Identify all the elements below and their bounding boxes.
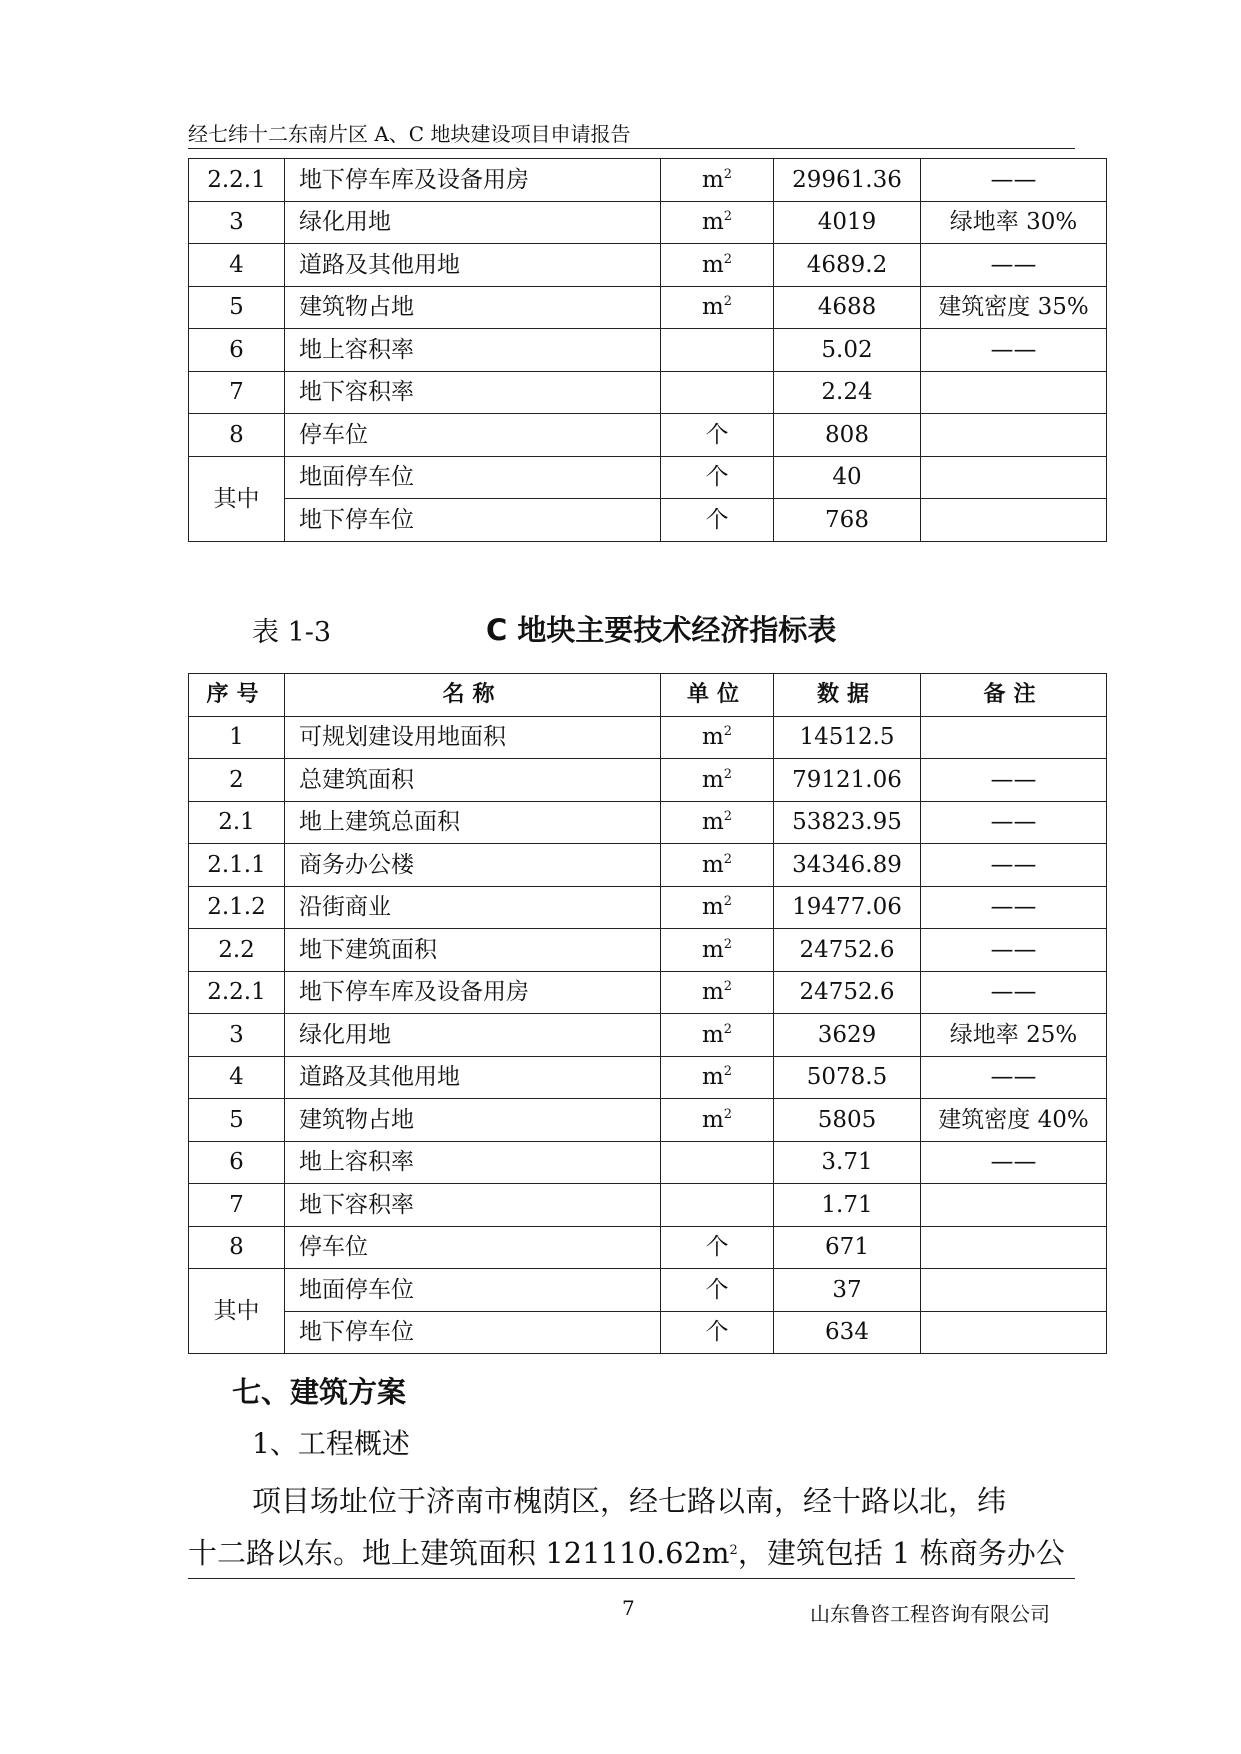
cell-note: —— (921, 886, 1107, 929)
cell-unit: 个 (661, 414, 774, 457)
cell-note: —— (921, 159, 1107, 202)
cell-group-label: 其中 (189, 456, 285, 541)
cell-unit: 个 (661, 499, 774, 542)
section-title: 七、建筑方案 (232, 1375, 407, 1409)
cell-note: 绿地率 30% (921, 201, 1107, 244)
cell-unit: $m^2$ (661, 971, 774, 1014)
cell-note: —— (921, 759, 1107, 802)
cell-value: 671 (774, 1226, 921, 1269)
table-row (189, 244, 1107, 287)
cell-unit: $m^2$ (661, 1099, 774, 1142)
cell-name: 商务办公楼 (285, 844, 661, 887)
cell-note: —— (921, 844, 1107, 887)
cell-value: 19477.06 (774, 886, 921, 929)
table-a-continuation (188, 158, 1107, 542)
cell-no: 2.1.1 (189, 844, 285, 887)
cell-no: 5 (189, 1099, 285, 1142)
cell-note: —— (921, 929, 1107, 972)
cell-no: 8 (189, 414, 285, 457)
cell-value: 37 (774, 1269, 921, 1312)
table-number: 表 1-3 (252, 617, 332, 648)
cell-no: 3 (189, 201, 285, 244)
cell-unit: $m^2$ (661, 201, 774, 244)
cell-note: 建筑密度 40% (921, 1099, 1107, 1142)
table-row (189, 1141, 1107, 1184)
cell-note (921, 1269, 1107, 1312)
cell-value: 5078.5 (774, 1056, 921, 1099)
column-header: 单位 (661, 674, 774, 717)
table-row (189, 329, 1107, 372)
cell-no: 2.2.1 (189, 159, 285, 202)
cell-no: 3 (189, 1014, 285, 1057)
cell-value: 4019 (774, 201, 921, 244)
table-row (189, 1269, 1107, 1312)
cell-unit: $m^2$ (661, 716, 774, 759)
cell-name: 总建筑面积 (285, 759, 661, 802)
table-row (189, 201, 1107, 244)
cell-name: 地下建筑面积 (285, 929, 661, 972)
table-row (189, 159, 1107, 202)
cell-no: 4 (189, 244, 285, 287)
cell-unit (661, 1141, 774, 1184)
cell-note: —— (921, 971, 1107, 1014)
column-header: 名称 (285, 674, 661, 717)
cell-value: 2.24 (774, 371, 921, 414)
cell-note: —— (921, 329, 1107, 372)
table-row (189, 971, 1107, 1014)
cell-unit: $m^2$ (661, 801, 774, 844)
cell-name: 地面停车位 (285, 1269, 661, 1312)
cell-no: 1 (189, 716, 285, 759)
cell-note (921, 371, 1107, 414)
cell-no: 7 (189, 1184, 285, 1227)
cell-name: 地上容积率 (285, 329, 661, 372)
subsection-title: 1、工程概述 (252, 1427, 410, 1460)
cell-unit: 个 (661, 456, 774, 499)
cell-name: 地上容积率 (285, 1141, 661, 1184)
cell-unit (661, 1184, 774, 1227)
cell-value: 53823.95 (774, 801, 921, 844)
table-row (189, 1014, 1107, 1057)
table-row (189, 286, 1107, 329)
page-number: 7 (622, 1596, 635, 1620)
cell-name: 可规划建设用地面积 (285, 716, 661, 759)
cell-unit: $m^2$ (661, 159, 774, 202)
cell-name: 地下停车库及设备用房 (285, 159, 661, 202)
cell-unit: $m^2$ (661, 844, 774, 887)
cell-value: 24752.6 (774, 929, 921, 972)
cell-no: 2.1.2 (189, 886, 285, 929)
cell-name: 停车位 (285, 1226, 661, 1269)
cell-unit: $m^2$ (661, 929, 774, 972)
cell-value: 3.71 (774, 1141, 921, 1184)
cell-name: 地下停车位 (285, 499, 661, 542)
table-row (189, 844, 1107, 887)
paragraph-line: 项目场址位于济南市槐荫区，经七路以南，经十路以北，纬 (252, 1484, 1007, 1518)
cell-note (921, 456, 1107, 499)
cell-group-label: 其中 (189, 1269, 285, 1354)
cell-name: 地面停车位 (285, 456, 661, 499)
table-row (189, 1184, 1107, 1227)
cell-note (921, 499, 1107, 542)
cell-unit: 个 (661, 1269, 774, 1312)
running-header: 经七纬十二东南片区 A、C 地块建设项目申请报告 (188, 122, 631, 146)
column-header: 数据 (774, 674, 921, 717)
cell-note: —— (921, 1056, 1107, 1099)
cell-value: 808 (774, 414, 921, 457)
cell-name: 建筑物占地 (285, 1099, 661, 1142)
cell-name: 停车位 (285, 414, 661, 457)
cell-value: 768 (774, 499, 921, 542)
cell-note (921, 1311, 1107, 1354)
cell-note: 建筑密度 35% (921, 286, 1107, 329)
cell-unit: $m^2$ (661, 1056, 774, 1099)
table-title: C 地块主要技术经济指标表 (486, 613, 837, 647)
cell-no: 6 (189, 1141, 285, 1184)
cell-no: 2.1 (189, 801, 285, 844)
cell-name: 地上建筑总面积 (285, 801, 661, 844)
cell-value: 5.02 (774, 329, 921, 372)
cell-note: —— (921, 1141, 1107, 1184)
cell-no: 2.2 (189, 929, 285, 972)
cell-no: 6 (189, 329, 285, 372)
table-row (189, 1311, 1107, 1354)
table-row (189, 716, 1107, 759)
cell-value: 79121.06 (774, 759, 921, 802)
cell-value: 40 (774, 456, 921, 499)
column-header: 序号 (189, 674, 285, 717)
cell-no: 5 (189, 286, 285, 329)
cell-value: 24752.6 (774, 971, 921, 1014)
cell-unit (661, 329, 774, 372)
table-row (189, 886, 1107, 929)
cell-value: 634 (774, 1311, 921, 1354)
cell-note (921, 1184, 1107, 1227)
cell-unit: $m^2$ (661, 886, 774, 929)
cell-no: 7 (189, 371, 285, 414)
table-c (188, 673, 1107, 1354)
paragraph-line: 十二路以东。地上建筑面积 $121110.62m^2$，建筑包括 1 栋商务办公 (188, 1536, 1065, 1570)
column-header: 备注 (921, 674, 1107, 717)
cell-value: 34346.89 (774, 844, 921, 887)
table-row (189, 499, 1107, 542)
cell-name: 道路及其他用地 (285, 1056, 661, 1099)
cell-value: 4689.2 (774, 244, 921, 287)
table-row (189, 371, 1107, 414)
footer-rule (188, 1578, 1075, 1579)
cell-note (921, 716, 1107, 759)
cell-note (921, 1226, 1107, 1269)
table-row (189, 801, 1107, 844)
cell-name: 地下停车位 (285, 1311, 661, 1354)
cell-note: —— (921, 244, 1107, 287)
table-row (189, 1056, 1107, 1099)
cell-value: 5805 (774, 1099, 921, 1142)
cell-value: 3629 (774, 1014, 921, 1057)
cell-name: 地下容积率 (285, 1184, 661, 1227)
company-name: 山东鲁咨工程咨询有限公司 (810, 1602, 1050, 1626)
table-header-row (189, 674, 1107, 717)
cell-value: 29961.36 (774, 159, 921, 202)
cell-unit: $m^2$ (661, 286, 774, 329)
cell-name: 绿化用地 (285, 201, 661, 244)
cell-value: 1.71 (774, 1184, 921, 1227)
cell-unit: $m^2$ (661, 244, 774, 287)
cell-unit: $m^2$ (661, 759, 774, 802)
cell-note: 绿地率 25% (921, 1014, 1107, 1057)
cell-note (921, 414, 1107, 457)
cell-name: 道路及其他用地 (285, 244, 661, 287)
cell-name: 沿街商业 (285, 886, 661, 929)
cell-unit: $m^2$ (661, 1014, 774, 1057)
cell-name: 建筑物占地 (285, 286, 661, 329)
cell-no: 2.2.1 (189, 971, 285, 1014)
table-row (189, 1226, 1107, 1269)
cell-value: 4688 (774, 286, 921, 329)
table-row (189, 929, 1107, 972)
header-rule (188, 148, 1075, 149)
table-row (189, 414, 1107, 457)
cell-name: 地下停车库及设备用房 (285, 971, 661, 1014)
cell-no: 2 (189, 759, 285, 802)
cell-no: 8 (189, 1226, 285, 1269)
table-row (189, 456, 1107, 499)
cell-name: 绿化用地 (285, 1014, 661, 1057)
cell-unit: 个 (661, 1311, 774, 1354)
cell-name: 地下容积率 (285, 371, 661, 414)
cell-value: 14512.5 (774, 716, 921, 759)
cell-unit: 个 (661, 1226, 774, 1269)
cell-no: 4 (189, 1056, 285, 1099)
table-row (189, 759, 1107, 802)
cell-unit (661, 371, 774, 414)
table-row (189, 1099, 1107, 1142)
cell-note: —— (921, 801, 1107, 844)
